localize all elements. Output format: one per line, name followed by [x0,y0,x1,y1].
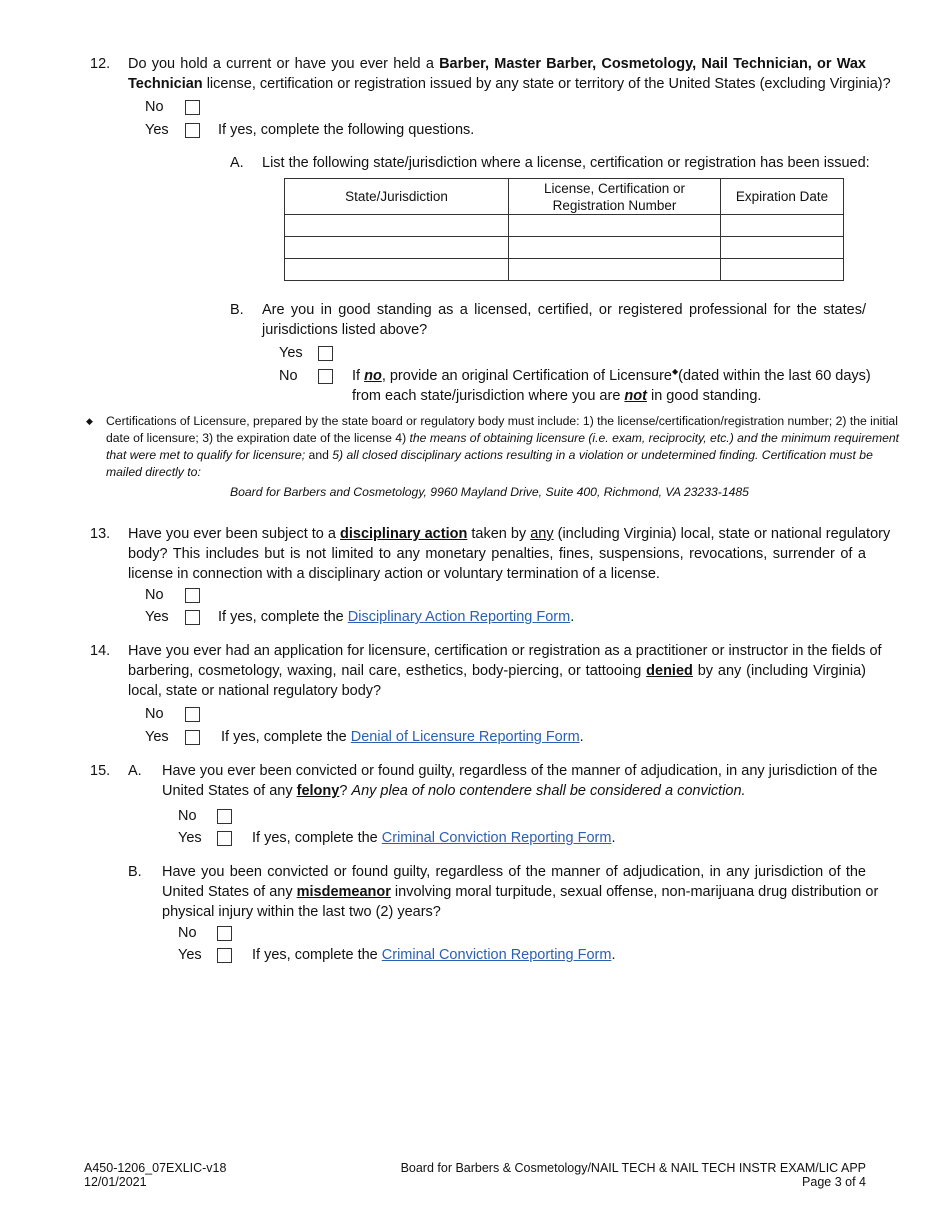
q13-text-line2: body? This includes but is not limited to any monetary penalties, fines, suspensions, revocations, surrender of a [128,546,866,562]
q12a-letter: A. [230,155,244,171]
q12-number: 12. [90,56,111,72]
q14-text-line3: local, state or national regulatory body? [128,683,382,699]
q13-yes-label: Yes [145,609,169,625]
q15b-text-line1: Have you been convicted or found guilty, regardless of the manner of adjudication, in any jurisdiction of the [162,864,866,880]
q12b-text-line1: Are you in good standing as a licensed, certified, or registered professional for the states/ [262,302,866,318]
q12-yes-checkbox[interactable] [185,123,200,138]
q13-no-checkbox[interactable] [185,588,200,603]
q15a-yes-text: If yes, complete the Criminal Conviction Reporting Form. [252,830,616,846]
q13-text-line1: Have you ever been subject to a disciplinary action taken by any (including Virginia) local, state or national regulatory [128,526,891,542]
q15a-text-line1: Have you ever been convicted or found guilty, regardless of the manner of adjudication, in any jurisdiction of the [162,763,878,779]
cell-state[interactable] [285,215,509,237]
q12b-no-label: No [279,368,298,384]
q15a-no-label: No [178,808,197,824]
q15b-text-line3: physical injury within the last two (2) years? [162,904,441,920]
q15b-yes-label: Yes [178,947,202,963]
q14-yes-label: Yes [145,729,169,745]
q13-no-label: No [145,587,164,603]
table-row [285,215,844,237]
cell-state[interactable] [285,237,509,259]
q14-text-line1: Have you ever had an application for licensure, certification or registration as a practitioner or instructor in the fields of [128,643,882,659]
q14-no-checkbox[interactable] [185,707,200,722]
q14-yes-checkbox[interactable] [185,730,200,745]
cell-expiration[interactable] [721,259,844,281]
q12-no-label: No [145,99,164,115]
footer-board: Board for Barbers & Cosmetology/NAIL TECH & NAIL TECH INSTR EXAM/LIC APP [400,1161,866,1175]
cell-license-number[interactable] [509,259,721,281]
footer-date: 12/01/2021 [84,1175,147,1189]
q15a-letter: A. [128,763,142,779]
q12b-yes-checkbox[interactable] [318,346,333,361]
denial-of-licensure-form-link[interactable]: Denial of Licensure Reporting Form [350,729,580,745]
footer-page: Page 3 of 4 [802,1175,866,1189]
note-line4: mailed directly to: [106,465,201,479]
cell-state[interactable] [285,259,509,281]
q12-text-line2: Technician license, certification or registration issued by any state or territory of the United States (excluding Virginia)? [128,76,891,92]
q15a-text-line2: United States of any felony? Any plea of nolo contendere shall be considered a conviction. [162,783,746,799]
header-state: State/Jurisdiction [285,179,509,215]
q12a-text: List the following state/jurisdiction where a license, certification or registration has been issued: [262,155,870,171]
q13-yes-checkbox[interactable] [185,610,200,625]
q12b-yes-label: Yes [279,345,303,361]
cell-expiration[interactable] [721,215,844,237]
q12b-no-text-line1: If no, provide an original Certification of Licensure◆(dated within the last 60 days) [352,367,871,384]
q15b-yes-text: If yes, complete the Criminal Conviction Reporting Form. [252,947,616,963]
q14-yes-text: If yes, complete the Denial of Licensure Reporting Form. [221,729,584,745]
q15b-letter: B. [128,864,142,880]
license-table [284,178,844,281]
q15b-no-label: No [178,925,197,941]
criminal-conviction-form-link-2[interactable]: Criminal Conviction Reporting Form [381,947,612,963]
q14-text-line2: barbering, cosmetology, waxing, nail care, esthetics, body-piercing, or tattooing denied by any (including Virginia) [128,663,866,679]
q15a-yes-checkbox[interactable] [217,831,232,846]
q12b-no-text-line2: from each state/jurisdiction where you are not in good standing. [352,388,762,404]
q13-number: 13. [90,526,111,542]
q12-yes-label: Yes [145,122,169,138]
q12-yes-text: If yes, complete the following questions. [218,122,475,138]
q15b-no-checkbox[interactable] [217,926,232,941]
diamond-icon: ◆ [671,367,679,377]
table-row [285,237,844,259]
cell-license-number[interactable] [509,215,721,237]
cell-license-number[interactable] [509,237,721,259]
q14-number: 14. [90,643,111,659]
q12b-letter: B. [230,302,244,318]
criminal-conviction-form-link[interactable]: Criminal Conviction Reporting Form [381,830,612,846]
q12b-no-checkbox[interactable] [318,369,333,384]
note-bullet-icon: ◆ [86,416,93,426]
note-line2: date of licensure; 3) the expiration date of the license 4) the means of obtaining licensure (i.e. exam, reciprocity, etc.) and the minimum requirement [106,431,900,445]
header-license-number: License, Certification or Registration Number [509,179,721,215]
q15-number: 15. [90,763,111,779]
license-table-header [285,179,844,215]
q12b-text-line2: jurisdictions listed above? [262,322,428,338]
note-line3: that were met to qualify for licensure; and 5) all closed disciplinary actions resulting in a violation or undetermined finding. Certification must be [106,448,873,462]
q12-text-line1: Do you hold a current or have you ever held a Barber, Master Barber, Cosmetology, Nail Technician, or Wax [128,56,866,72]
q13-yes-text: If yes, complete the Disciplinary Action Reporting Form. [218,609,575,625]
footer-form-id: A450-1206_07EXLIC-v18 [84,1161,227,1175]
disciplinary-action-form-link[interactable]: Disciplinary Action Reporting Form [347,609,571,625]
q12-no-checkbox[interactable] [185,100,200,115]
board-address: Board for Barbers and Cosmetology, 9960 Mayland Drive, Suite 400, Richmond, VA 23233-1485 [230,485,749,499]
q14-no-label: No [145,706,164,722]
q15b-yes-checkbox[interactable] [217,948,232,963]
cell-expiration[interactable] [721,237,844,259]
note-line1: Certifications of Licensure, prepared by the state board or regulatory body must include: 1) the license/certification/registration number; 2) the initial [106,414,898,428]
q13-text-line3: license in connection with a disciplinary action or voluntary termination of a license. [128,566,660,582]
table-row [285,259,844,281]
q15b-text-line2: United States of any misdemeanor involving moral turpitude, sexual offense, non-marijuana drug distribution or [162,884,879,900]
header-expiration: Expiration Date [721,179,844,215]
q15a-yes-label: Yes [178,830,202,846]
q15a-no-checkbox[interactable] [217,809,232,824]
